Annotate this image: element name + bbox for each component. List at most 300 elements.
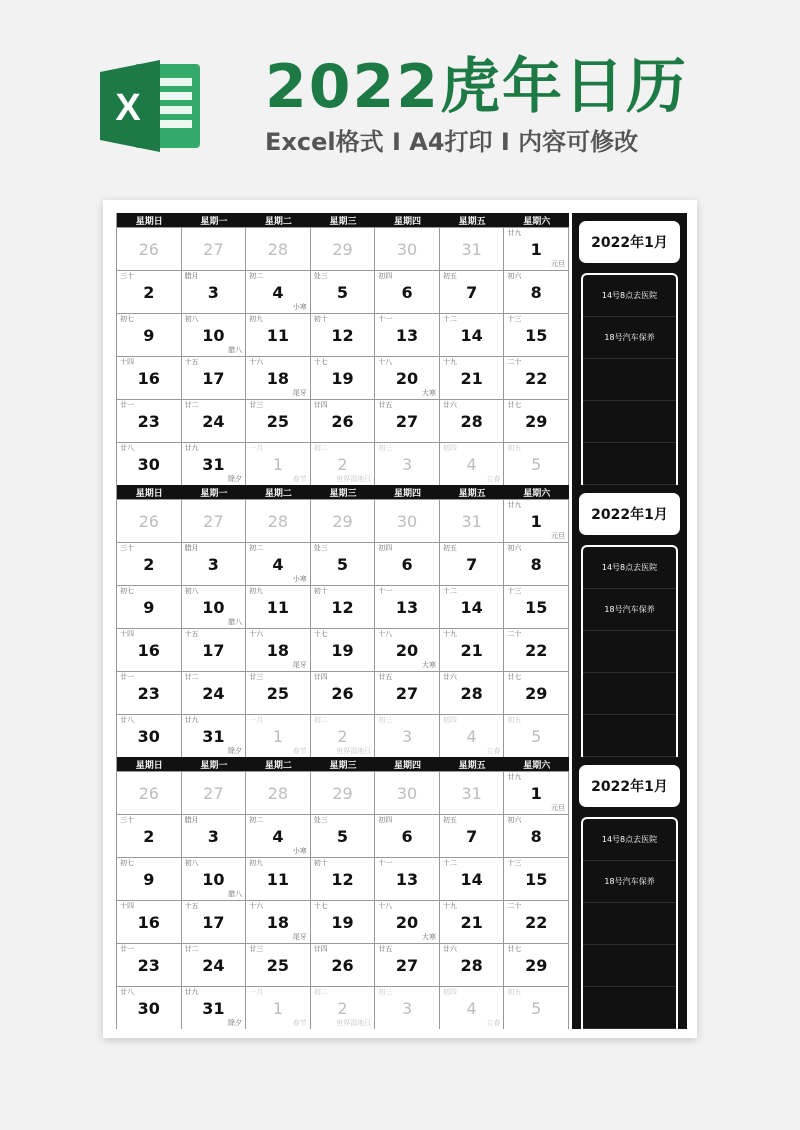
day-cell[interactable] [182,814,247,857]
day-cell[interactable] [440,628,505,671]
day-cell[interactable] [504,986,569,1029]
day-cell[interactable] [504,900,569,943]
day-cell[interactable] [504,356,569,399]
lunar-date: 十二 [442,315,457,323]
notes-panel [572,757,687,1029]
day-cell[interactable] [440,771,505,814]
day-cell[interactable] [504,442,569,485]
day-cell[interactable] [311,585,376,628]
day-cell[interactable] [311,499,376,542]
day-cell[interactable] [117,771,182,814]
day-cell[interactable] [504,814,569,857]
lunar-date: 初四 [442,444,457,452]
day-cell[interactable] [182,227,247,270]
day-cell[interactable] [246,313,311,356]
day-cell[interactable] [311,442,376,485]
weekday-header: 星期日 [117,757,182,771]
day-cell[interactable] [375,442,440,485]
day-cell[interactable] [504,771,569,814]
day-cell[interactable] [182,270,247,313]
lunar-date: 廿九 [184,716,199,724]
day-cell[interactable] [117,227,182,270]
lunar-date: 二十 [507,630,522,638]
day-number: 7 [466,283,478,302]
weekday-header: 星期一 [182,485,247,499]
day-cell[interactable] [504,671,569,714]
day-number: 16 [137,641,160,660]
lunar-date: 廿八 [120,444,134,452]
day-cell[interactable] [311,628,376,671]
note-row[interactable]: 14号8点去医院 [583,819,676,861]
lunar-date: 初八 [184,315,199,323]
festival-label: 元旦 [550,532,565,540]
day-cell[interactable] [117,442,182,485]
day-cell[interactable] [246,986,311,1029]
note-row[interactable]: 18号汽车保养 [583,317,676,359]
lunar-date: 三十 [120,272,134,280]
day-cell[interactable] [117,814,182,857]
day-cell[interactable] [375,356,440,399]
day-number: 6 [401,283,413,302]
lunar-date: 十二 [442,859,457,867]
lunar-date: 十九 [442,630,457,638]
note-row[interactable]: 18号汽车保养 [583,861,676,903]
day-cell[interactable] [182,900,247,943]
day-number: 28 [460,956,483,975]
day-cell[interactable] [311,857,376,900]
day-cell[interactable] [375,714,440,757]
weekday-header: 星期二 [246,213,311,227]
lunar-date: 十六 [249,630,264,638]
day-number: 27 [395,956,419,975]
day-cell[interactable] [182,313,247,356]
day-cell[interactable] [440,270,505,313]
day-number: 27 [203,240,224,259]
weekday-header: 星期五 [440,485,505,499]
day-number: 3 [401,999,413,1018]
day-cell[interactable] [504,857,569,900]
festival-label: 尾牙 [292,933,307,941]
day-cell[interactable] [246,900,311,943]
month-label: 2022年1月 [579,765,680,807]
day-number: 28 [267,784,289,803]
festival-label: 春节 [292,1019,307,1027]
day-number: 5 [531,727,542,746]
day-cell[interactable] [117,356,182,399]
day-number: 8 [530,827,542,846]
day-number: 26 [331,684,354,703]
month-block [116,485,687,757]
day-cell[interactable] [375,986,440,1029]
day-cell[interactable] [246,442,311,485]
day-cell[interactable] [182,399,247,442]
lunar-date: 二十 [507,358,522,366]
day-number: 15 [525,598,548,617]
day-cell[interactable] [504,585,569,628]
day-number: 26 [138,240,159,259]
weekday-header: 星期六 [504,485,569,499]
day-cell[interactable] [182,671,247,714]
lunar-date: 廿九 [507,501,522,509]
day-number: 12 [331,598,354,617]
day-cell[interactable] [117,986,182,1029]
day-cell[interactable] [504,270,569,313]
lunar-date: 一月 [249,444,264,452]
day-number: 2 [143,827,155,846]
day-number: 22 [525,369,548,388]
lunar-date: 初五 [507,444,522,452]
lunar-date: 廿一 [120,401,134,409]
calendar-sheet [103,200,697,1038]
lunar-date: 廿九 [184,444,199,452]
day-cell[interactable] [246,771,311,814]
day-cell[interactable] [311,814,376,857]
lunar-date: 廿八 [120,988,134,996]
day-cell[interactable] [246,714,311,757]
lunar-date: 十七 [313,358,328,366]
day-number: 29 [525,684,548,703]
day-cell[interactable] [117,900,182,943]
day-cell[interactable] [311,399,376,442]
day-number: 7 [466,827,478,846]
day-cell[interactable] [246,671,311,714]
lunar-date: 十八 [378,358,393,366]
day-number: 19 [331,913,354,932]
day-cell[interactable] [440,313,505,356]
day-cell[interactable] [246,542,311,585]
day-number: 4 [272,283,284,302]
day-cell[interactable] [440,227,505,270]
day-number: 3 [207,283,219,302]
day-number: 25 [266,956,290,975]
day-cell[interactable] [311,943,376,986]
day-number: 18 [266,369,290,388]
day-cell[interactable] [311,771,376,814]
festival-label: 世界湿地日 [336,747,372,755]
day-number: 30 [396,784,418,803]
lunar-date: 十五 [184,902,199,910]
note-row[interactable] [583,673,676,715]
day-cell[interactable] [375,900,440,943]
lunar-date: 初十 [313,315,328,323]
day-number: 1 [272,999,284,1018]
day-cell[interactable] [117,714,182,757]
lunar-date: 十三 [507,859,522,867]
day-cell[interactable] [246,585,311,628]
day-cell[interactable] [375,270,440,313]
lunar-date: 廿一 [120,673,134,681]
day-cell[interactable] [375,585,440,628]
lunar-date: 初九 [249,587,264,595]
day-number: 2 [337,455,348,474]
day-cell[interactable] [117,270,182,313]
day-number: 31 [202,999,225,1018]
festival-label: 立春 [486,747,501,755]
day-cell[interactable] [311,714,376,757]
festival-label: 大寒 [421,389,436,397]
day-number: 31 [202,455,225,474]
day-cell[interactable] [117,585,182,628]
weekday-header: 星期六 [504,757,569,771]
weekday-header: 星期三 [311,757,376,771]
lunar-date: 十二 [442,587,457,595]
lunar-date: 廿四 [313,401,328,409]
day-number: 27 [203,512,224,531]
day-cell[interactable] [182,771,247,814]
day-cell[interactable] [117,943,182,986]
day-cell[interactable] [182,442,247,485]
day-cell[interactable] [504,714,569,757]
day-cell[interactable] [504,499,569,542]
day-cell[interactable] [440,585,505,628]
note-row[interactable] [583,401,676,443]
day-cell[interactable] [182,857,247,900]
lunar-date: 十五 [184,358,199,366]
day-number: 18 [266,641,290,660]
day-cell[interactable] [246,857,311,900]
day-cell[interactable] [311,542,376,585]
day-number: 13 [395,326,419,345]
festival-label: 腊八 [228,618,243,626]
day-number: 5 [336,283,349,302]
day-cell[interactable] [440,442,505,485]
lunar-date: 初二 [249,816,264,824]
day-cell[interactable] [182,499,247,542]
lunar-date: 廿九 [507,229,522,237]
day-number: 28 [267,240,289,259]
page-subtitle: Excel格式 I A4打印 I 内容可修改 [265,128,639,156]
lunar-date: 十一 [378,587,393,595]
day-number: 15 [525,326,548,345]
day-number: 2 [337,999,348,1018]
day-number: 13 [395,598,419,617]
page-title: 2022虎年日历 [265,52,688,122]
day-number: 1 [272,727,284,746]
day-cell[interactable] [182,714,247,757]
lunar-date: 初九 [249,859,264,867]
day-cell[interactable] [117,628,182,671]
day-number: 2 [143,283,155,302]
lunar-date: 初四 [378,272,393,280]
day-cell[interactable] [246,227,311,270]
lunar-date: 廿二 [184,673,199,681]
lunar-date: 三十 [120,816,134,824]
note-row[interactable]: 18号汽车保养 [583,589,676,631]
day-cell[interactable] [246,628,311,671]
festival-label: 小寒 [292,303,307,311]
day-number: 2 [337,727,348,746]
note-row[interactable] [583,715,676,757]
day-number: 3 [207,827,219,846]
day-cell[interactable] [117,857,182,900]
day-number: 30 [137,727,160,746]
day-cell[interactable] [375,499,440,542]
lunar-date: 初六 [507,544,522,552]
lunar-date: 初七 [120,587,134,595]
day-number: 8 [530,555,542,574]
lunar-date: 处三 [313,544,328,552]
day-cell[interactable] [375,399,440,442]
lunar-date: 初四 [442,988,457,996]
lunar-date: 初二 [313,444,328,452]
lunar-date: 初三 [378,716,393,724]
day-number: 27 [395,412,419,431]
day-cell[interactable] [440,399,505,442]
day-number: 23 [137,412,160,431]
day-number: 28 [460,684,483,703]
day-number: 25 [266,412,290,431]
day-cell[interactable] [117,499,182,542]
day-cell[interactable] [311,671,376,714]
day-number: 20 [395,913,419,932]
day-cell[interactable] [311,986,376,1029]
day-cell[interactable] [504,943,569,986]
lunar-date: 廿三 [249,401,264,409]
note-row[interactable] [583,443,676,485]
day-cell[interactable] [117,542,182,585]
day-cell[interactable] [375,771,440,814]
weekday-header: 星期一 [182,757,247,771]
logo-letter: X [115,87,141,129]
weekday-header: 星期四 [375,213,440,227]
weekday-header: 星期四 [375,757,440,771]
day-number: 4 [272,555,284,574]
day-cell[interactable] [182,628,247,671]
day-cell[interactable] [182,585,247,628]
day-cell[interactable] [246,943,311,986]
lunar-date: 廿五 [378,673,393,681]
note-row[interactable] [583,945,676,987]
day-number: 29 [332,784,353,803]
day-cell[interactable] [440,900,505,943]
day-cell[interactable] [375,227,440,270]
day-number: 5 [336,555,349,574]
day-cell[interactable] [504,227,569,270]
day-number: 30 [396,512,418,531]
day-cell[interactable] [375,857,440,900]
lunar-date: 初六 [507,272,522,280]
day-cell[interactable] [504,542,569,585]
day-number: 29 [332,240,353,259]
day-cell[interactable] [440,671,505,714]
day-cell[interactable] [117,313,182,356]
day-cell[interactable] [182,986,247,1029]
day-cell[interactable] [440,542,505,585]
note-row[interactable] [583,903,676,945]
lunar-date: 初三 [378,988,393,996]
day-cell[interactable] [246,270,311,313]
lunar-date: 廿四 [313,945,328,953]
weekday-header: 星期一 [182,213,247,227]
weekday-header: 星期日 [117,213,182,227]
lunar-date: 廿六 [442,401,457,409]
day-cell[interactable] [504,313,569,356]
day-cell[interactable] [182,356,247,399]
lunar-date: 十三 [507,315,522,323]
note-row[interactable]: 14号8点去医院 [583,547,676,589]
day-cell[interactable] [311,356,376,399]
day-cell[interactable] [440,986,505,1029]
note-row[interactable] [583,987,676,1029]
day-number: 11 [266,598,290,617]
day-number: 1 [530,784,542,803]
day-cell[interactable] [117,671,182,714]
day-cell[interactable] [440,943,505,986]
weekday-header: 星期五 [440,213,505,227]
lunar-date: 处三 [313,272,328,280]
day-cell[interactable] [311,227,376,270]
day-cell[interactable] [440,714,505,757]
lunar-date: 十七 [313,630,328,638]
day-cell[interactable] [246,356,311,399]
lunar-date: 廿七 [507,673,522,681]
day-number: 24 [202,956,225,975]
day-cell[interactable] [311,270,376,313]
day-number: 23 [137,956,160,975]
day-cell[interactable] [246,814,311,857]
festival-label: 除夕 [228,475,243,483]
day-number: 30 [396,240,418,259]
lunar-date: 廿五 [378,401,393,409]
day-cell[interactable] [375,313,440,356]
day-cell[interactable] [246,499,311,542]
day-cell[interactable] [375,814,440,857]
lunar-date: 初五 [442,272,457,280]
day-cell[interactable] [440,857,505,900]
day-cell[interactable] [440,356,505,399]
day-cell[interactable] [504,628,569,671]
festival-label: 小寒 [292,847,307,855]
weekday-header: 星期三 [311,485,376,499]
note-row[interactable]: 14号8点去医院 [583,275,676,317]
day-number: 20 [395,369,419,388]
note-row[interactable] [583,359,676,401]
day-number: 20 [395,641,419,660]
day-cell[interactable] [117,399,182,442]
day-number: 27 [203,784,224,803]
lunar-date: 十五 [184,630,199,638]
note-row[interactable] [583,631,676,673]
day-cell[interactable] [182,943,247,986]
day-cell[interactable] [440,814,505,857]
day-cell[interactable] [375,628,440,671]
day-cell[interactable] [440,499,505,542]
day-cell[interactable] [375,943,440,986]
day-number: 26 [331,412,354,431]
day-number: 7 [466,555,478,574]
day-number: 6 [401,555,413,574]
day-number: 3 [401,727,413,746]
day-cell[interactable] [182,542,247,585]
day-number: 30 [137,999,160,1018]
lunar-date: 腊月 [184,816,199,824]
day-cell[interactable] [311,900,376,943]
day-cell[interactable] [375,542,440,585]
day-cell[interactable] [375,671,440,714]
weekday-header: 星期六 [504,213,569,227]
day-number: 19 [331,641,354,660]
lunar-date: 腊月 [184,272,199,280]
lunar-date: 廿三 [249,945,264,953]
day-cell[interactable] [311,313,376,356]
day-cell[interactable] [504,399,569,442]
festival-label: 元旦 [550,260,565,268]
day-number: 4 [466,999,477,1018]
day-number: 1 [530,240,542,259]
day-cell[interactable] [246,399,311,442]
festival-label: 小寒 [292,575,307,583]
lunar-date: 廿七 [507,945,522,953]
